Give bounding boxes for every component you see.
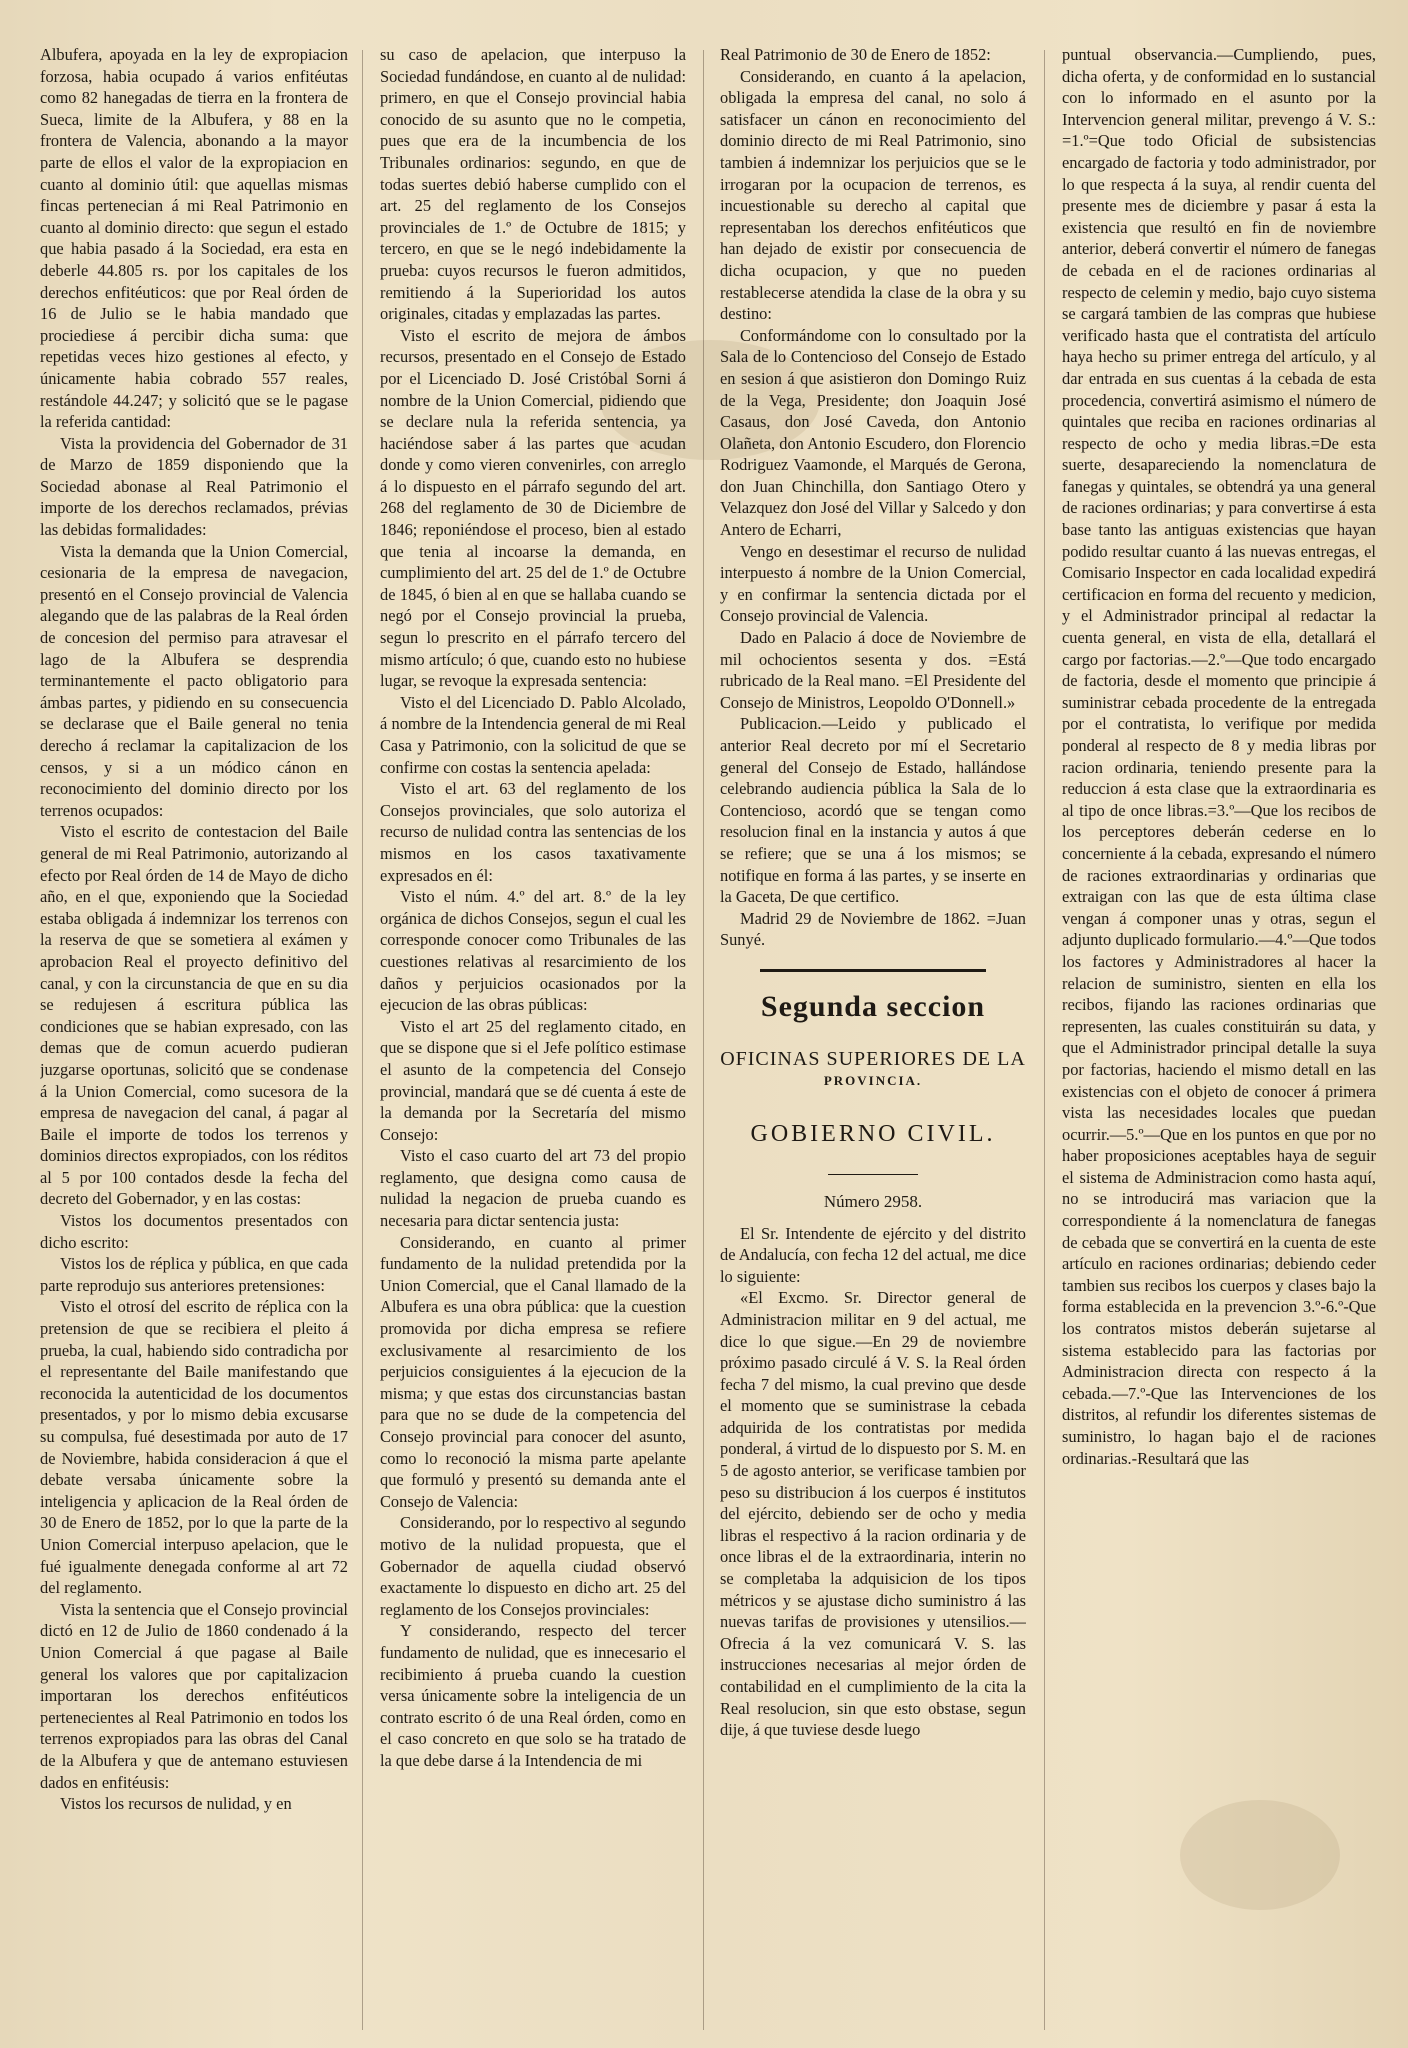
- paragraph: Vistos los recursos de nulidad, y en: [60, 1794, 292, 1814]
- column-divider: [703, 50, 704, 2030]
- column-divider: [362, 50, 363, 2030]
- paragraph: Visto el núm. 4.º del art. 8.º de la ley orgánica de dichos Consejos, segun el cual les corresponde conocer como Tribunales de las cuestiones relativas al resarcimiento de los daños y perjuicios ocasionados por la ejecucion de las obras públicas:: [380, 887, 686, 1015]
- paragraph: Visto el escrito de contestacion del Baile general de mi Real Patrimonio, autorizando al efecto por Real órden de 14 de Mayo de dicho año, en el que, exponiendo que la Sociedad estaba obligada á indemnizar los terrenos con la reserva de que se sometiera al exámen y aprobacion Real el proyecto definitivo del canal, y con la circunstancia de que en su dia se redujesen á escritura pública las condiciones que se habian expresado, con las demas que de comun acuerdo pudieran juzgarse oportunas, solicitó que se condenase á la Union Comercial, como sucesora de la empresa de navegacion del canal, á pagar al Baile el importe de todos los terrenos y dominios directos expropiados, con los réditos al 5 por 100 contados desde la fecha del decreto del Gobernador, y en las costas:: [40, 822, 348, 1209]
- column-4: [1062, 44, 1376, 2034]
- paragraph: «El Excmo. Sr. Director general de Administracion militar en 9 del actual, me dice lo que sigue.—En 29 de noviembre próximo pasado circulé á V. S. la Real órden fecha 7 del mismo, la cual previno que desde el momento que se suministrase la cebada adquirida de los contratistas por medida ponderal, á virtud de lo dispuesto por S. M. en 5 de agosto anterior, se verificase tambien por peso su distribucion á los cuerpos é institutos del ejército, debiendo ser de ocho y media libras el respectivo á la racion ordinaria y de once libras el de la extraordinaria, interin no se completaba la adquisicion de los tipos métricos y se ajustase dicho suministro á las nuevas tarifas de provisiones y utensilios.—Ofrecia á la vez comunicará V. S. las instrucciones necesarias al mejor órden de contabilidad en el cumplimiento de la cita la Real resolucion, sin que esto obstase, segun dije, á que tuviese desde luego: [720, 1288, 1026, 1740]
- paragraph: Vengo en desestimar el recurso de nulidad interpuesto á nombre de la Union Comercial, y en confirmar la sentencia dictada por el Consejo provincial de Valencia.: [720, 541, 1026, 626]
- short-rule: [828, 1174, 918, 1175]
- paragraph: Publicacion.—Leido y publicado el anterior Real decreto por mí el Secretario general del Consejo de Estado, hallándose celebrando audiencia pública la Sala de lo Contencioso, acordó que se tengan como resolucion final en la instancia y autos á que se refiere; que se una á los mismos; se notifique en forma á las partes, y se inserte en la Gaceta, De que certifico.: [720, 714, 1026, 907]
- column-1: [40, 44, 348, 2034]
- section-rule: [760, 969, 986, 972]
- paragraph: Visto el otrosí del escrito de réplica con la pretension de que se recibiera el pleito á prueba, la cual, habiendo sido contradicha por el representante del Baile manifestando que reconocida la autenticidad de los documentos presentados, y por lo mismo debia excusarse su compulsa, fué desestimada por auto de 17 de Noviembre, habida consideracion á que el debate versaba únicamente sobre la inteligencia y aplicacion de la Real órden de 30 de Enero de 1852, por lo que la parte de la Union Comercial interpuso apelacion, que le fué igualmente denegada conforme al art 72 del reglamento.: [40, 1297, 348, 1598]
- section-subtitle: OFICINAS SUPERIORES DE LA: [720, 1047, 1026, 1070]
- paragraph: El Sr. Intendente de ejército y del distrito de Andalucía, con fecha 12 del actual, me dice lo siguiente:: [720, 1223, 1026, 1286]
- column-divider: [1044, 50, 1045, 2030]
- document-number: Número 2958.: [823, 1191, 923, 1211]
- signature-line: Madrid 29 de Noviembre de 1862. =Juan Sunyé.: [720, 908, 1026, 950]
- paragraph: puntual observancia.—Cumpliendo, pues, dicha oferta, y de conformidad en lo sustancial con lo informado en el asunto por la Intervencion general militar, prevengo á V. S.: =1.º=Que todo Oficial de subsistencias encargado de factoria y todo administrador, por lo que respecta á la suya, al rendir cuenta del presente mes de diciembre y pasar á esta la existencia que resultó en fin de noviembre anterior, deberá convertir el número de fanegas de cebada en el de raciones ordinarias al respecto de celemin y medio, bajo cuyo sistema se cargará tambien de las compras que hubiese verificado hasta que el contratista del artículo haya hecho su primer entrega del artículo, y al dar entrada en sus cuentas á la cebada de esta procedencia, convertirá asimismo el número de quintales que reciba en raciones ordinarias al respecto de ocho y media libras.=De esta suerte, desapareciendo la nomenclatura de fanegas y quintales, se obtendrá ya una general de raciones ordinarias; y para convertirse á esta base tanto las antiguas existencias que hayan podido resultar cuanto á las nuevas entregas, el Comisario Inspector en cada localidad expedirá certificacion en forma del recuento y medicion, y el Administrador principal al redactar la cuenta general, en vista de ella, detallará el cargo por factorias.—2.º—Que todo encargado de factoria, desde el momento que principie á suministrar cebada procedente de la entregada por el contratista, lo verifique por medida ponderal al respecto de 8 y media libras por racion ordinaria, teniendo presente para la reduccion á esta clase que la extraordinaria es al tipo de once libras.=3.º—Que los recibos de los perceptores deberán cederse en lo concerniente á la cebada, expresando el número de raciones extraordinarias y ordinarias que extraigan con las que de esta última clase vengan á componer unas y otras, segun el adjunto duplicado formulario.—4.º—Que todos los factores y Administradores al hacer la relacion de suministro, sienten en ella los recibos, fijando las raciones ordinarias que representen, las cuales constituirán su data, y que el Administrador principal detalle la suya por factorias, haciendo el mismo detall en las existencias con el objeto de conocer á primera vista las necesidades locales que puedan ocurrir.—5.º—Que en los puntos en que por no haber proposiciones aceptables haya de seguir el sistema de Administracion como hasta aquí, no se introducirá mas variacion que la correspondiente á la nomenclatura de fanegas de cebada que se convertirá en la cuenta de este artículo en raciones ordinarias; debiendo ceder tambien sus recibos los cuerpos y clases bajo la forma establecida en la prevencion 3.º-6.º-Que los contratos mistos deberán sujetarse al sistema establecido para las factorias por Administracion directa con respecto á la cebada.—7.º-Que las Intervenciones de los distritos, al refundir los diferentes sistemas de suministro, lo hagan bajo el de raciones ordinarias.-Resultará que las: [1062, 45, 1376, 1468]
- paragraph: Considerando, en cuanto al primer fundamento de la nulidad pretendida por la Union Comercial, que el Canal llamado de la Albufera es una obra pública: que la cuestion promovida por dicha empresa se refiere exclusivamente al resarcimiento de los perjuicios consiguientes á la ejecucion de la misma; y que estas dos circunstancias bastan para que no se dude de la competencia del Consejo provincial para conocer del asunto, como lo reconoció la misma parte apelante que formuló y presentó su demanda ante el Consejo de Valencia:: [380, 1232, 686, 1511]
- paragraph: Vista la sentencia que el Consejo provincial dictó en 12 de Julio de 1860 condenado á la Union Comercial á que pagase al Baile general los valores que por capitalizacion importaran los derechos enfitéuticos pertenecientes al Real Patrimonio en todos los terrenos expropiados para las obras del Canal de la Albufera y que de antemano estuviesen dados en enfitéusis:: [40, 1599, 348, 1792]
- paragraph: Vista la providencia del Gobernador de 31 de Marzo de 1859 disponiendo que la Sociedad abonase al Real Patrimonio el importe de los derechos reclamados, prévias las debidas formalidades:: [40, 433, 348, 540]
- column-3: [720, 44, 1026, 2034]
- paragraph: Visto el escrito de mejora de ámbos recursos, presentado en el Consejo de Estado por el Licenciado D. José Cristóbal Sorni á nombre de la Union Comercial, pidiendo que se declare nula la referida sentencia, ya haciéndose saber á las partes que acudan donde y como vieren convenirles, con arreglo á lo dispuesto en el párrafo segundo del art. 268 del reglamento de 30 de Diciembre de 1846; reponiéndose el proceso, bien al estado que tenia al incoarse la demanda, en cumplimiento del art. 25 del de 1.º de Octubre de 1845, ó bien al en que se hallaba cuando se negó por el Consejo provincial la prueba, segun lo prescrito en el párrafo tercero del mismo artículo; ó que, cuando esto no hubiese lugar, se revoque la expresada sentencia:: [380, 325, 686, 691]
- paragraph: Vistos los documentos presentados con dicho escrito:: [40, 1211, 348, 1252]
- paragraph: Visto el art. 63 del reglamento de los Consejos provinciales, que solo autoriza el recurso de nulidad contra las sentencias de los mismos en los casos taxativamente expresados en él:: [380, 779, 686, 885]
- paragraph: Considerando, por lo respectivo al segundo motivo de la nulidad propuesta, que el Gobernador de aquella ciudad observó exactamente lo dispuesto en dicho art. 25 del reglamento de los Consejos provinciales:: [380, 1513, 686, 1619]
- paragraph: Visto el caso cuarto del art 73 del propio reglamento, que designa como causa de nulidad la negacion de prueba cuando es necesaria para dictar sentencia justa:: [380, 1146, 686, 1231]
- section-province: PROVINCIA.: [823, 1072, 923, 1088]
- paragraph: Y considerando, respecto del tercer fundamento de nulidad, que es innecesario el recibimiento á prueba cuando la cuestion versa únicamente sobre la inteligencia de un contrato escrito ó de una Real órden, como en el caso concreto en que solo se ha tratado de la que debe darse á la Intendencia de mi: [380, 1621, 686, 1770]
- paragraph: Vistos los de réplica y pública, en que cada parte reprodujo sus anteriores pretensiones:: [40, 1254, 348, 1295]
- paragraph: Real Patrimonio de 30 de Enero de 1852:: [720, 45, 991, 64]
- paragraph: su caso de apelacion, que interpuso la Sociedad fundándose, en cuanto al de nulidad: primero, en que el Consejo provincial habia conocido de su asunto que no le competia, pues que era de la incumbencia de los Tribunales ordinarios: segundo, en que de todas suertes debió haberse cumplido con el art. 25 del reglamento de los Consejos provinciales de 1.º de Octubre de 1815; y tercero, en que se le negó indebidamente la prueba: cuyos recursos le fueron admitidos, remitiendo á la Superioridad los autos originales, citadas y emplazadas las partes.: [380, 45, 686, 324]
- office-title: GOBIERNO CIVIL.: [750, 1120, 996, 1147]
- column-2: [380, 44, 686, 2034]
- paragraph: Conformándome con lo consultado por la Sala de lo Contencioso del Consejo de Estado en sesion á que asistieron don Domingo Ruiz de la Vega, Presidente; don Joaquin José Casaus, don José Caveda, don Antonio Olañeta, don Antonio Escudero, don Florencio Rodriguez Vaamonde, el Marqués de Gerona, don Juan Chinchilla, don Santiago Otero y Velazquez don José del Villar y Salcedo y don Antero de Echarri,: [720, 325, 1026, 540]
- paragraph: Visto el art 25 del reglamento citado, en que se dispone que si el Jefe político estimase el asunto de la competencia del Consejo provincial, mandará que se dé cuenta á este de la demanda por la Secretaría del mismo Consejo:: [380, 1016, 686, 1144]
- paragraph: Considerando, en cuanto á la apelacion, obligada la empresa del canal, no solo á satisfacer un cánon en reconocimiento del dominio directo de mi Real Patrimonio, sino tambien á indemnizar los perjuicios que se le irrogaran por la ocupacion de terrenos, es incuestionable su derecho al capital que representaban los derechos enfitéuticos que han dejado de existir por consecuencia de dicha ocupacion, y que no pueden restablecerse atendida la clase de la obra y su destino:: [720, 66, 1026, 324]
- section-title: Segunda seccion: [760, 989, 986, 1023]
- paragraph: Visto el del Licenciado D. Pablo Alcolado, á nombre de la Intendencia general de mi Real Casa y Patrimonio, con la solicitud de que se confirme con costas la sentencia apelada:: [380, 692, 686, 777]
- paragraph: Vista la demanda que la Union Comercial, cesionaria de la empresa de navegacion, presentó en el Consejo provincial de Valencia alegando que de las palabras de la Real órden de concesion del permiso para atravesar el lago de la Albufera se desprendia terminantemente el pacto obligatorio para ámbas partes, y pidiendo en su consecuencia se declarase que el Baile general no tenia derecho á reclamar la capitalizacion de los censos, y si a un módico cánon en reconocimiento del dominio directo por los terrenos ocupados:: [40, 541, 348, 820]
- paragraph: Albufera, apoyada en la ley de expropiacion forzosa, habia ocupado á varios enfitéutas como 82 hanegadas de tierra en la frontera de Sueca, limite de la Albufera, y 88 en la frontera de Valencia, abonando a la mayor parte de ellos el valor de la expropiacion en cuanto al dominio útil: que aquellas mismas fincas pertenecian á mi Real Patrimonio en cuanto al dominio directo: que segun el estado que habia pasado á la Sociedad, era esta en deberle 44.805 rs. por los capitales de los derechos enfitéuticos: que por Real órden de 16 de Julio se le habia mandado que prociediese á percibir dicha suma: que repetidas veces hizo gestiones al efecto, y únicamente habia cobrado 557 reales, restándole 44.247; y solicitó que se le pagase la referida cantidad:: [40, 45, 348, 432]
- paragraph: Dado en Palacio á doce de Noviembre de mil ochocientos sesenta y dos. =Está rubricado de la Real mano. =El Presidente del Consejo de Ministros, Leopoldo O'Donnell.»: [720, 628, 1026, 712]
